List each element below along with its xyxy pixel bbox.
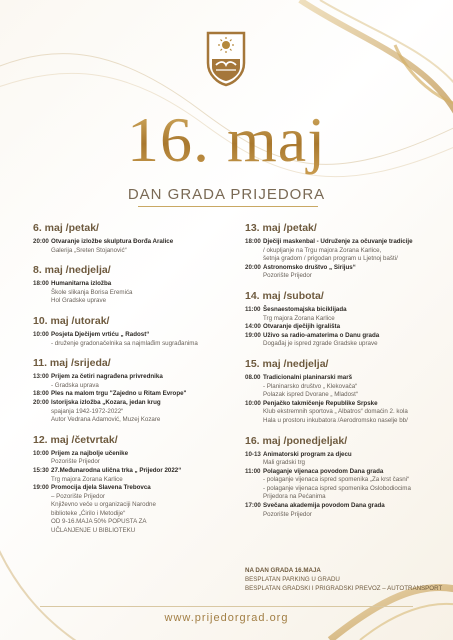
day-heading: 11. maj /srijeda/ [33, 357, 111, 370]
event-title: Humanitarna izložba [51, 280, 112, 288]
event-title: Ples na malom trgu "Zajedno u Ritam Evrope" [51, 390, 187, 398]
event-detail: - polaganje vijenaca ispred spomenika „Za krst časni“ [263, 476, 410, 484]
event-row [245, 374, 445, 400]
event-detail: UČLANJENJE U BIBLIOTEKU [51, 527, 136, 535]
event-time: 10:00 [33, 449, 49, 457]
event-detail: Pozorište Prijedor [263, 272, 312, 280]
event-detail: – Pozorište Prijedor [51, 492, 105, 500]
event-detail: Škole slikanja Borisa Eremića [51, 288, 133, 296]
event-time: 14:00 [245, 323, 261, 331]
offer-line: BESPLATAN GRADSKI I PRIGRADSKI PREVOZ – AUTOTRANSPORT [245, 585, 443, 592]
event-title: Otvaranje izložbe skulptura Đorđa Aralice [51, 238, 174, 245]
day-heading: 12. maj /četvrtak/ [33, 433, 118, 446]
event-row [33, 238, 238, 255]
event-row [33, 467, 238, 484]
event-title: Animatorski program za djecu [263, 450, 352, 458]
event-row [33, 399, 238, 425]
event-detail: / okupljanje na Trgu majora Zorana Karlice, [263, 246, 382, 254]
event-row [33, 484, 238, 536]
event-time: 13:00 [33, 373, 49, 381]
event-title: Promocija djela Slavena Trebovca [51, 484, 151, 492]
event-detail: OD 9-16.MAJA 50% POPUSTA ZA [51, 518, 147, 526]
event-title: Penjačko takmičenje Republike Srpske [263, 399, 378, 407]
event-time: 17:00 [245, 502, 261, 510]
day-block [33, 434, 238, 536]
event-detail: Književno veče u organizaciji Narodne [51, 501, 156, 509]
event-time: 15:30 [33, 466, 49, 474]
event-row [245, 332, 445, 349]
event-time: 19:00 [245, 331, 261, 339]
event-row [245, 451, 445, 468]
event-time: 19:00 [33, 484, 49, 492]
city-day-offers [245, 566, 450, 593]
day-heading: 6. maj /petak/ [33, 222, 99, 234]
event-detail: - druženje gradonačelnika sa najmlađim sugrađanima [51, 339, 198, 347]
website-link[interactable]: www.prijedorgrad.org [164, 612, 289, 624]
event-time: 18:00 [33, 280, 49, 288]
event-row [245, 238, 445, 264]
day-heading: 10. maj /utorak/ [33, 314, 110, 327]
event-title: Uživo sa radio-amaterima o Danu grada [263, 331, 380, 339]
event-detail: Pozorište Prijedor [263, 510, 312, 518]
event-time: 10:00 [33, 330, 49, 338]
event-detail: Hol Gradske uprave [51, 297, 107, 305]
event-detail: Trg majora Zorana Karlice [263, 314, 335, 322]
event-row [245, 400, 445, 426]
prijedor-coat-of-arms-icon [204, 29, 248, 87]
event-detail: spajanja 1942-1972-2022“ [51, 407, 124, 415]
event-title: Šesnaestomajska biciklijada [263, 305, 347, 313]
event-detail: Polazak ispred Dvorane „ Mladost“ [263, 391, 358, 399]
day-heading: 8. maj /nedjelja/ [33, 264, 111, 277]
day-block [245, 222, 445, 281]
event-row [245, 468, 445, 502]
event-time: 20:00 [33, 398, 49, 406]
event-time: 11:00 [245, 305, 261, 313]
event-detail: Pozorište Prijedor [51, 458, 100, 466]
event-detail: Klub ekstremnih sportova „ Albatros“ domaćin 2. kola [263, 408, 408, 416]
event-row [245, 502, 445, 519]
event-time: 18:00 [245, 238, 261, 245]
event-detail: - polaganje vijenaca ispred spomenika Oslobodiocima [263, 484, 411, 492]
event-time: 10:00 [245, 399, 261, 407]
event-time: 11:00 [245, 467, 261, 475]
event-detail: Mali gradski trg [263, 459, 305, 467]
event-detail: biblioteke „Ćirilo i Metodije“ [51, 509, 126, 517]
day-heading: 15. maj /nedjelja/ [245, 357, 329, 370]
event-detail: Autor Vedrana Adamović, Muzej Kozare [51, 416, 161, 424]
event-title: Dječiji maskenbal - Udruženje za očuvanje tradicije [263, 238, 413, 245]
event-title: Posjeta Dječijem vrtiću „ Radost“ [51, 330, 150, 338]
event-row [245, 264, 445, 281]
event-time: 08.00 [245, 373, 261, 381]
event-title: Svečana akademija povodom Dana grada [263, 502, 385, 510]
event-title: Tradicionalni planinarski marš [263, 373, 353, 381]
offer-heading: NA DAN GRADA 16.MAJA [245, 567, 321, 574]
event-row [33, 390, 238, 399]
day-block [33, 357, 238, 425]
schedule-right-column [245, 222, 445, 528]
event-title: 16. maj [0, 105, 453, 175]
event-time: 20:00 [245, 263, 261, 271]
event-time: 18:00 [33, 390, 49, 398]
subtitle-divider [138, 206, 318, 207]
event-title: 27.Međunarodna ulična trka „ Prijedor 2022“ [51, 466, 182, 474]
day-block [245, 358, 445, 426]
event-detail: Prijedora na Pećanima [263, 493, 326, 501]
event-detail: Događaj je ispred zgrade Gradske uprave [263, 340, 378, 348]
event-row [245, 306, 445, 323]
event-title: Astronomsko društvo „ Sirijus“ [263, 263, 356, 271]
footer-divider [40, 606, 413, 607]
day-block [245, 290, 445, 349]
event-subtitle: DAN GRADA PRIJEDORA [127, 186, 326, 203]
day-heading: 13. maj /petak/ [245, 222, 317, 234]
event-row [33, 450, 238, 467]
event-title: Polaganje vijenaca povodom Dana grada [263, 467, 384, 475]
event-row [33, 331, 238, 348]
event-detail: Galerija „Sreten Stojanović“ [51, 246, 127, 254]
event-detail: - Planinarsko društvo „ Klekovača“ [263, 382, 358, 390]
offer-line: BESPLATAN PARKING U GRADU [245, 576, 340, 583]
event-title: Prijem za najbolje učenike [51, 449, 129, 457]
schedule-left-column [33, 222, 238, 545]
event-detail: šetnja gradom / prigodan program u Ljetnoj bašti/ [263, 255, 398, 263]
day-block [245, 435, 445, 520]
event-detail: Trg majora Zorana Karlice [51, 475, 123, 483]
event-row [33, 373, 238, 390]
day-block [33, 222, 238, 255]
event-time: 10-13 [245, 450, 261, 458]
day-heading: 14. maj /subota/ [245, 289, 324, 302]
event-time: 20:00 [33, 238, 49, 245]
event-title: Otvaranje dječijih igrališta [263, 323, 341, 331]
event-row [33, 280, 238, 306]
day-heading: 16. maj /ponedjeljak/ [245, 434, 348, 447]
event-detail: - Gradska uprava [51, 381, 99, 389]
event-detail: Hala u prostoru inkubatora /Aerodromsko naselje bb/ [263, 416, 408, 424]
event-row [245, 323, 445, 332]
day-block [33, 264, 238, 306]
event-title: Istorijska izložba „Kozara, jedan krug [51, 398, 161, 406]
event-title: Prijem za četiri nagrađena privrednika [51, 373, 163, 381]
day-block [33, 315, 238, 348]
